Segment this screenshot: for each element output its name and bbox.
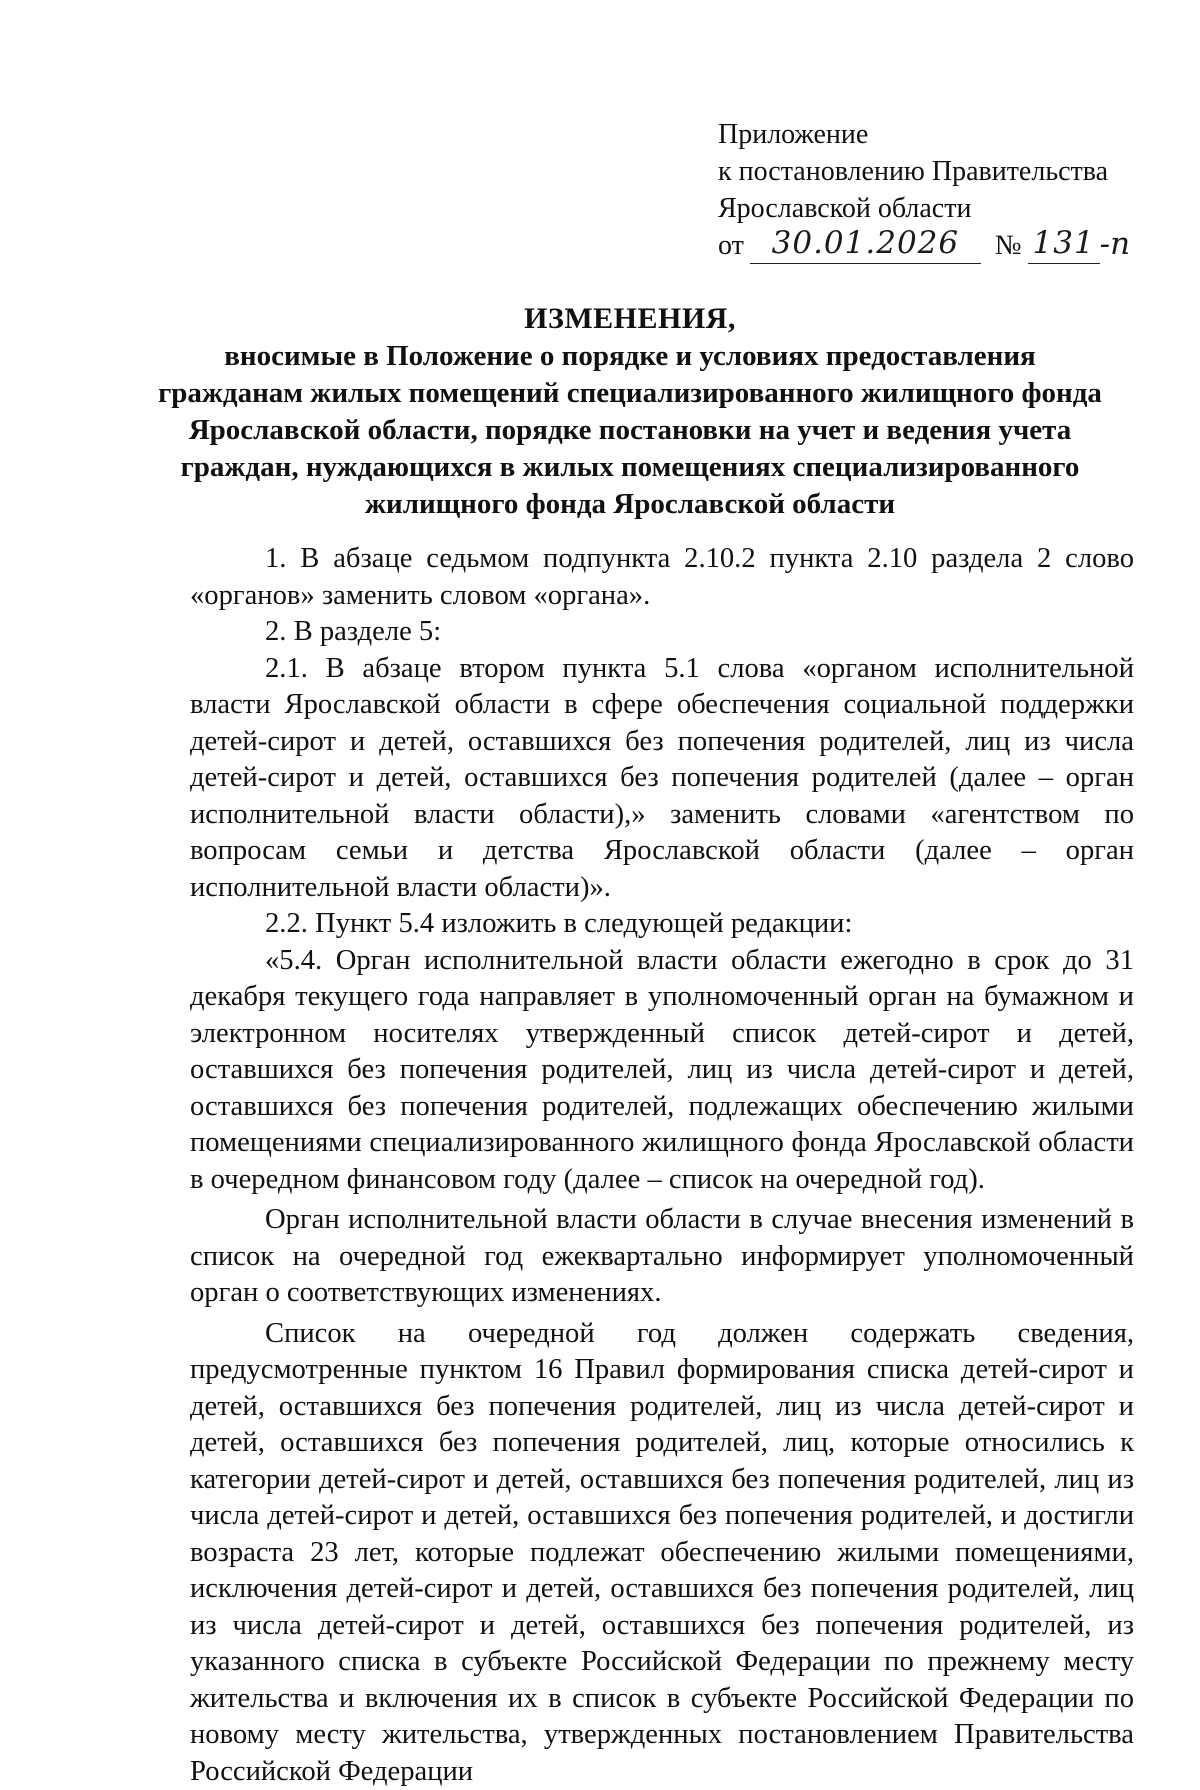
- handwritten-date: 30.01.2026: [750, 228, 981, 264]
- paragraph-2-2: 2.2. Пункт 5.4 изложить в следующей редакции:: [190, 906, 1134, 943]
- document-subtitle: вносимые в Положение о порядке и условиях предоставления гражданам жилых помещений специализированного жилищного фонда Ярославской области, порядке постановки на учет и ведения учета граждан, нуждающихся в жилых помещениях специализированного жилищного фонда Ярославской области: [150, 338, 1110, 523]
- paragraph-5-4-second: Орган исполнительной власти области в случае внесения изменений в список на очередной год ежеквартально информирует уполномоченный орган о соответствующих изменениях.: [190, 1202, 1134, 1312]
- paragraph-1: 1. В абзаце седьмом подпункта 2.10.2 пункта 2.10 раздела 2 слово «органов» заменить словом «органа».: [190, 541, 1134, 614]
- annex-region-line: Ярославской области: [718, 190, 1178, 227]
- paragraph-2-1: 2.1. В абзаце втором пункта 5.1 слова «органом исполнительной власти Ярославской области в сфере обеспечения социальной поддержки детей-сирот и детей, оставшихся без попечения родителей, лиц из числа детей-сирот и детей, оставшихся без попечения родителей (далее – орган исполнительной власти области),» заменить словами «агентством по вопросам семьи и детства Ярославской области (далее – орган исполнительной власти области)».: [190, 651, 1134, 907]
- paragraph-2: 2. В разделе 5:: [190, 614, 1134, 651]
- paragraph-5-4: «5.4. Орган исполнительной власти области ежегодно в срок до 31 декабря текущего года направляет в уполномоченный орган на бумажном и электронном носителях утвержденный список детей-сирот и детей, оставшихся без попечения родителей, лиц из числа детей-сирот и детей, оставшихся без попечения родителей, подлежащих обеспечению жилыми помещениями специализированного жилищного фонда Ярославской области в очередном финансовом году (далее – список на очередной год).: [190, 943, 1134, 1199]
- annex-date-number-line: [718, 227, 1178, 264]
- annex-resolution-line: к постановлению Правительства: [718, 153, 1178, 190]
- document-title-block: [150, 300, 1110, 523]
- document-body: [190, 541, 1134, 1790]
- number-label: №: [995, 227, 1022, 264]
- annex-block: [718, 116, 1178, 264]
- date-label: от: [718, 227, 744, 264]
- annex-title: Приложение: [718, 116, 1178, 153]
- handwritten-number: 131: [1028, 228, 1100, 264]
- paragraph-5-4-third: Список на очередной год должен содержать сведения, предусмотренные пунктом 16 Правил формирования списка детей-сирот и детей, оставшихся без попечения родителей, лиц из числа детей-сирот и детей, оставшихся без попечения родителей, лиц, которые относились к категории детей-сирот и детей, оставшихся без попечения родителей, лиц из числа детей-сирот и детей, оставшихся без попечения родителей, и достигли возраста 23 лет, которые подлежат обеспечению жилыми помещениями, исключения детей-сирот и детей, оставшихся без попечения родителей, лиц из числа детей-сирот и детей, оставшихся без попечения родителей, из указанного списка в субъекте Российской Федерации по прежнему месту жительства и включения их в список в субъекте Российской Федерации по новому месту жительства, утвержденных постановлением Правительства Российской Федерации: [190, 1316, 1134, 1790]
- handwritten-number-suffix: -п: [1100, 229, 1130, 264]
- document-title: ИЗМЕНЕНИЯ,: [150, 300, 1110, 337]
